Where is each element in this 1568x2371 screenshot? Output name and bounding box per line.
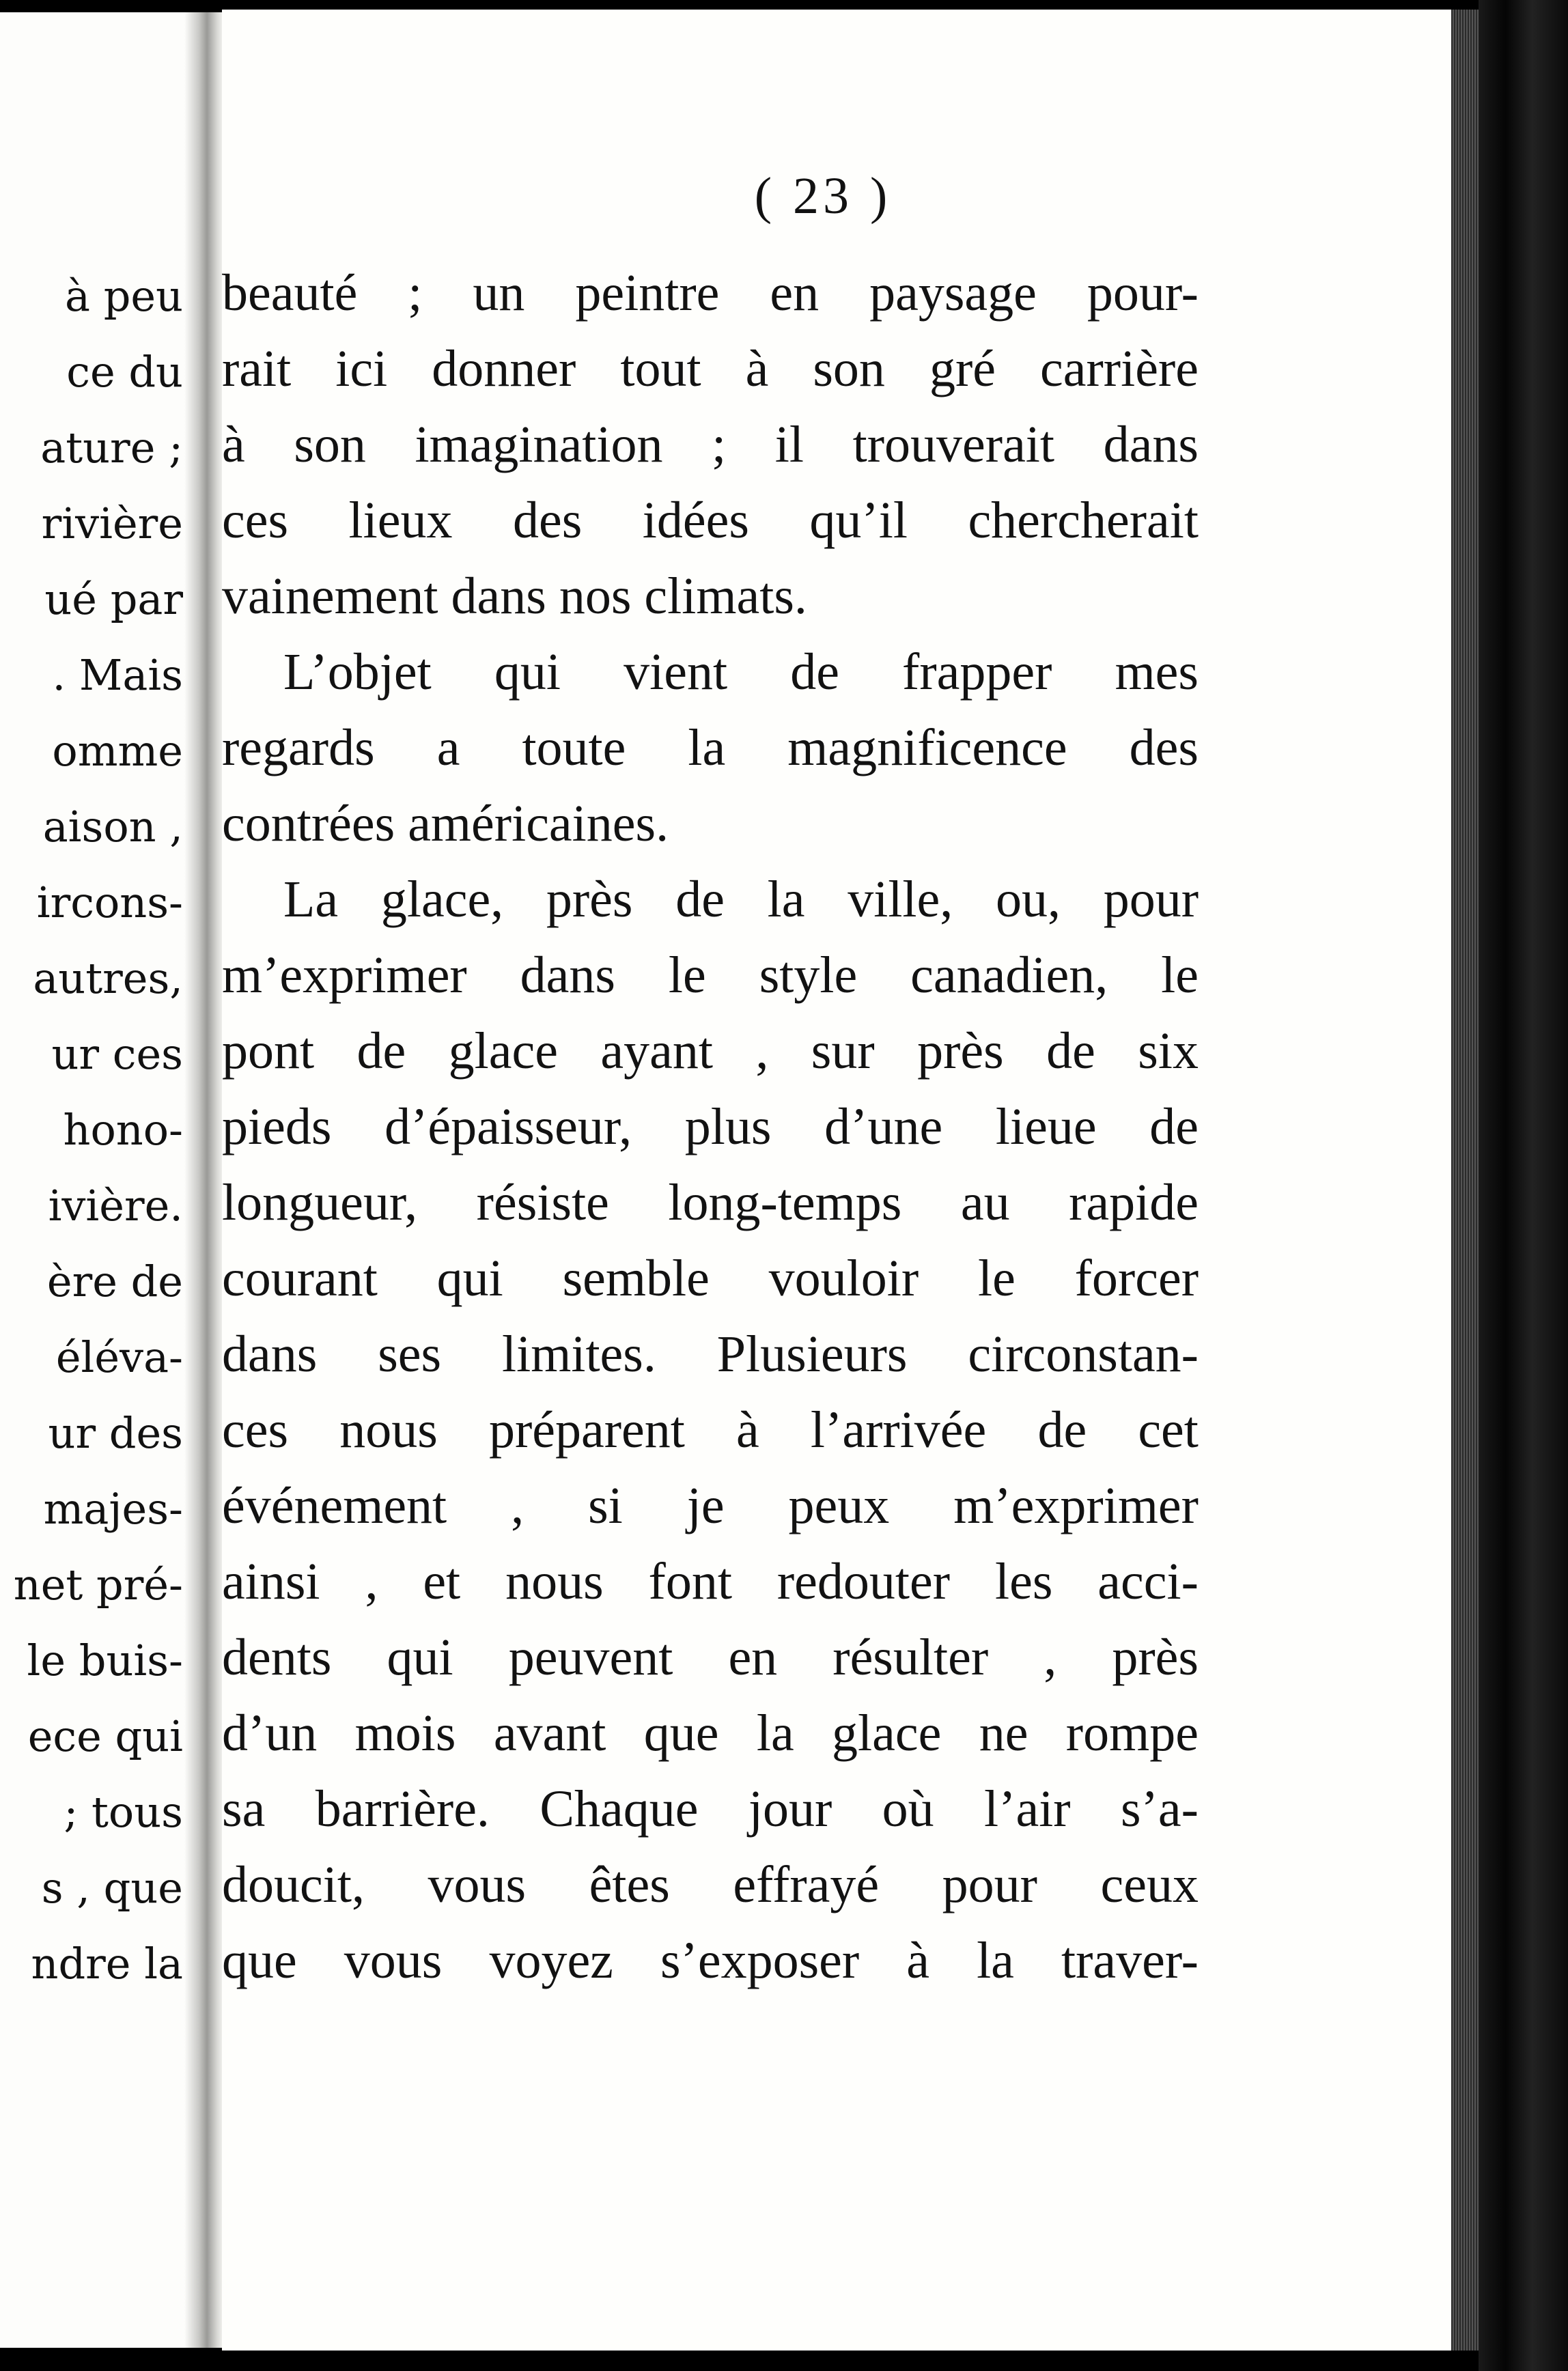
text-line xyxy=(222,1089,1199,1165)
left-line: ; tous xyxy=(64,1787,183,1837)
word: de xyxy=(1046,1022,1095,1080)
word: la xyxy=(756,1704,794,1762)
word: carrière xyxy=(1040,340,1199,397)
word: de xyxy=(675,871,725,928)
left-line: à peu xyxy=(65,271,183,321)
text-line xyxy=(222,1241,1199,1317)
word: d’une xyxy=(824,1098,943,1155)
word: peintre xyxy=(575,264,720,322)
word: qu’il xyxy=(809,492,908,549)
word: ayant xyxy=(600,1022,713,1080)
word: et xyxy=(423,1553,461,1610)
word: limites. xyxy=(501,1325,656,1383)
book-cover-edge xyxy=(1479,0,1568,2371)
text-line xyxy=(222,1317,1199,1392)
left-line: net pré- xyxy=(13,1560,183,1610)
word: beauté xyxy=(222,264,358,322)
word: le xyxy=(977,1250,1016,1307)
page-gutter xyxy=(184,12,225,2348)
word: m’exprimer xyxy=(953,1477,1199,1534)
text-line xyxy=(222,255,1199,331)
word: La xyxy=(283,871,339,928)
word: effrayé xyxy=(733,1856,880,1913)
left-page xyxy=(0,12,198,2348)
text-line xyxy=(222,862,1199,938)
word: idées xyxy=(642,492,749,549)
word: long-temps xyxy=(668,1174,902,1231)
word: la xyxy=(767,871,805,928)
page-edges xyxy=(1451,10,1479,2351)
text-line xyxy=(222,1544,1199,1620)
word: acci- xyxy=(1097,1553,1199,1610)
word: la xyxy=(688,719,726,776)
word: gré xyxy=(929,340,996,397)
text-line xyxy=(222,1392,1199,1468)
left-line: hono- xyxy=(63,1105,183,1155)
text-line: contrées américaines. xyxy=(222,795,669,852)
word: semble xyxy=(562,1250,710,1307)
word: doucit, xyxy=(222,1856,365,1913)
text-line xyxy=(222,1013,1199,1089)
left-line: ircons- xyxy=(36,878,183,927)
word: jour xyxy=(748,1780,832,1838)
text-line xyxy=(222,1620,1199,1696)
left-line: aison , xyxy=(42,802,183,852)
word: en xyxy=(728,1629,778,1686)
word: mois xyxy=(354,1704,456,1762)
word: qui xyxy=(494,643,561,701)
word: canadien, xyxy=(910,946,1108,1004)
left-line: ce du xyxy=(66,347,183,397)
left-line: autres, xyxy=(33,953,183,1003)
word: vous xyxy=(344,1932,443,1989)
right-page xyxy=(222,10,1451,2351)
left-line: le buis- xyxy=(27,1636,183,1685)
left-line: ivière. xyxy=(48,1181,183,1231)
word: rait xyxy=(222,340,292,397)
word: , xyxy=(755,1022,769,1080)
word: courant xyxy=(222,1250,378,1307)
word: donner xyxy=(432,340,576,397)
word: un xyxy=(473,264,525,322)
body-text xyxy=(222,255,1199,1999)
word: pont xyxy=(222,1022,315,1080)
word: cet xyxy=(1138,1401,1199,1459)
left-line: ece qui xyxy=(27,1711,183,1761)
word: dans xyxy=(1103,416,1199,473)
word: glace xyxy=(448,1022,558,1080)
word: forcer xyxy=(1074,1250,1199,1307)
word: glace xyxy=(832,1704,942,1762)
word: l’air xyxy=(984,1780,1071,1838)
word: qui xyxy=(436,1250,503,1307)
word: pour xyxy=(1103,871,1199,928)
word: de xyxy=(356,1022,406,1080)
text-line xyxy=(222,938,1199,1013)
word: ; xyxy=(712,416,727,473)
word: rompe xyxy=(1065,1704,1199,1762)
word: pour xyxy=(942,1856,1037,1913)
word: où xyxy=(882,1780,934,1838)
word: nous xyxy=(505,1553,604,1610)
left-line: majes- xyxy=(43,1484,183,1534)
word: imagination xyxy=(415,416,663,473)
word: pieds xyxy=(222,1098,332,1155)
word: glace, xyxy=(380,871,504,928)
page-number: ( 23 ) xyxy=(754,167,892,225)
left-line: . Mais xyxy=(52,650,183,700)
word: préparent xyxy=(488,1401,685,1459)
word: barrière. xyxy=(315,1780,490,1838)
word: l’arrivée xyxy=(810,1401,987,1459)
word: , xyxy=(1044,1629,1057,1686)
word: lieux xyxy=(348,492,453,549)
word: ici xyxy=(335,340,388,397)
word: des xyxy=(512,492,583,549)
word: Chaque xyxy=(540,1780,699,1838)
word: de xyxy=(1149,1098,1199,1155)
text-line xyxy=(222,407,1199,483)
word: vouloir xyxy=(768,1250,919,1307)
word: toute xyxy=(522,719,626,776)
word: lieue xyxy=(995,1098,1097,1155)
word: je xyxy=(686,1477,725,1534)
word: de xyxy=(1037,1401,1087,1459)
word: qui xyxy=(387,1629,453,1686)
word: à xyxy=(745,340,769,397)
word: les xyxy=(994,1553,1053,1610)
left-line: omme xyxy=(52,726,183,776)
word: des xyxy=(1129,719,1199,776)
word: magnificence xyxy=(787,719,1067,776)
word: circonstan- xyxy=(968,1325,1199,1383)
word: résulter xyxy=(832,1629,989,1686)
word: traver- xyxy=(1061,1932,1199,1989)
word: le xyxy=(1161,946,1199,1004)
left-page-text xyxy=(0,258,183,2002)
word: s’exposer xyxy=(660,1932,860,1989)
word: mes xyxy=(1115,643,1199,701)
left-line: éléva- xyxy=(55,1332,183,1382)
word: la xyxy=(977,1932,1014,1989)
text-line xyxy=(222,483,1199,559)
left-line: s , que xyxy=(41,1863,183,1913)
word: près xyxy=(546,871,633,928)
word: tout xyxy=(620,340,701,397)
word: à xyxy=(222,416,245,473)
word: six xyxy=(1138,1022,1199,1080)
word: vient xyxy=(624,643,728,701)
text-line xyxy=(222,634,1199,710)
word: au xyxy=(960,1174,1010,1231)
word: d’un xyxy=(222,1704,318,1762)
word: a xyxy=(436,719,460,776)
word: près xyxy=(1112,1629,1199,1686)
word: ces xyxy=(222,492,289,549)
word: m’exprimer xyxy=(222,946,467,1004)
word: regards xyxy=(222,719,375,776)
word: ceux xyxy=(1100,1856,1199,1913)
left-line: ur des xyxy=(48,1408,183,1458)
word: sur xyxy=(811,1022,875,1080)
word: événement xyxy=(222,1477,447,1534)
word: ne xyxy=(979,1704,1028,1762)
word: s’a- xyxy=(1121,1780,1199,1838)
word: de xyxy=(790,643,839,701)
word: en xyxy=(770,264,820,322)
word: voyez xyxy=(489,1932,613,1989)
word: , xyxy=(511,1477,524,1534)
word: plus xyxy=(684,1098,772,1155)
word: peuvent xyxy=(508,1629,673,1686)
left-line: ué par xyxy=(44,574,183,624)
left-line: ère de xyxy=(46,1257,183,1306)
word: rapide xyxy=(1069,1174,1199,1231)
text-line xyxy=(222,1468,1199,1544)
word: son xyxy=(813,340,885,397)
word: que xyxy=(222,1932,297,1989)
word: dans xyxy=(520,946,615,1004)
word: style xyxy=(759,946,858,1004)
word: à xyxy=(906,1932,929,1989)
left-line: ur ces xyxy=(51,1029,183,1079)
word: font xyxy=(648,1553,732,1610)
word: redouter xyxy=(776,1553,951,1610)
word: d’épaisseur, xyxy=(384,1098,632,1155)
word: à xyxy=(736,1401,759,1459)
text-line xyxy=(222,1165,1199,1241)
word: L’objet xyxy=(283,643,432,701)
text-line xyxy=(222,331,1199,407)
word: Plusieurs xyxy=(716,1325,908,1383)
text-line xyxy=(222,1771,1199,1847)
word: nous xyxy=(339,1401,438,1459)
word: si xyxy=(588,1477,623,1534)
word: ville, xyxy=(848,871,953,928)
text-line xyxy=(222,710,1199,786)
word: vous xyxy=(428,1856,527,1913)
word: pour- xyxy=(1087,264,1199,322)
word: trouverait xyxy=(852,416,1055,473)
word: ainsi xyxy=(222,1553,320,1610)
word: son xyxy=(294,416,366,473)
word: ou, xyxy=(995,871,1061,928)
word: , xyxy=(365,1553,378,1610)
word: êtes xyxy=(589,1856,670,1913)
word: le xyxy=(668,946,706,1004)
left-line: ature ; xyxy=(40,423,183,473)
word: ; xyxy=(408,264,423,322)
word: paysage xyxy=(869,264,1037,322)
word: dents xyxy=(222,1629,332,1686)
word: résiste xyxy=(476,1174,609,1231)
word: il xyxy=(774,416,804,473)
word: peux xyxy=(788,1477,890,1534)
word: que xyxy=(643,1704,719,1762)
word: sa xyxy=(222,1780,266,1838)
word: avant xyxy=(493,1704,606,1762)
text-line xyxy=(222,1923,1199,1999)
word: chercherait xyxy=(968,492,1199,549)
word: près xyxy=(917,1022,1004,1080)
word: ces xyxy=(222,1401,289,1459)
word: frapper xyxy=(902,643,1052,701)
word: ses xyxy=(378,1325,442,1383)
left-line: ndre la xyxy=(31,1939,183,1989)
left-line: rivière xyxy=(41,499,183,548)
text-line: vainement dans nos climats. xyxy=(222,567,807,625)
word: dans xyxy=(222,1325,318,1383)
word: longueur, xyxy=(222,1174,418,1231)
text-line xyxy=(222,1696,1199,1771)
text-line xyxy=(222,1847,1199,1923)
